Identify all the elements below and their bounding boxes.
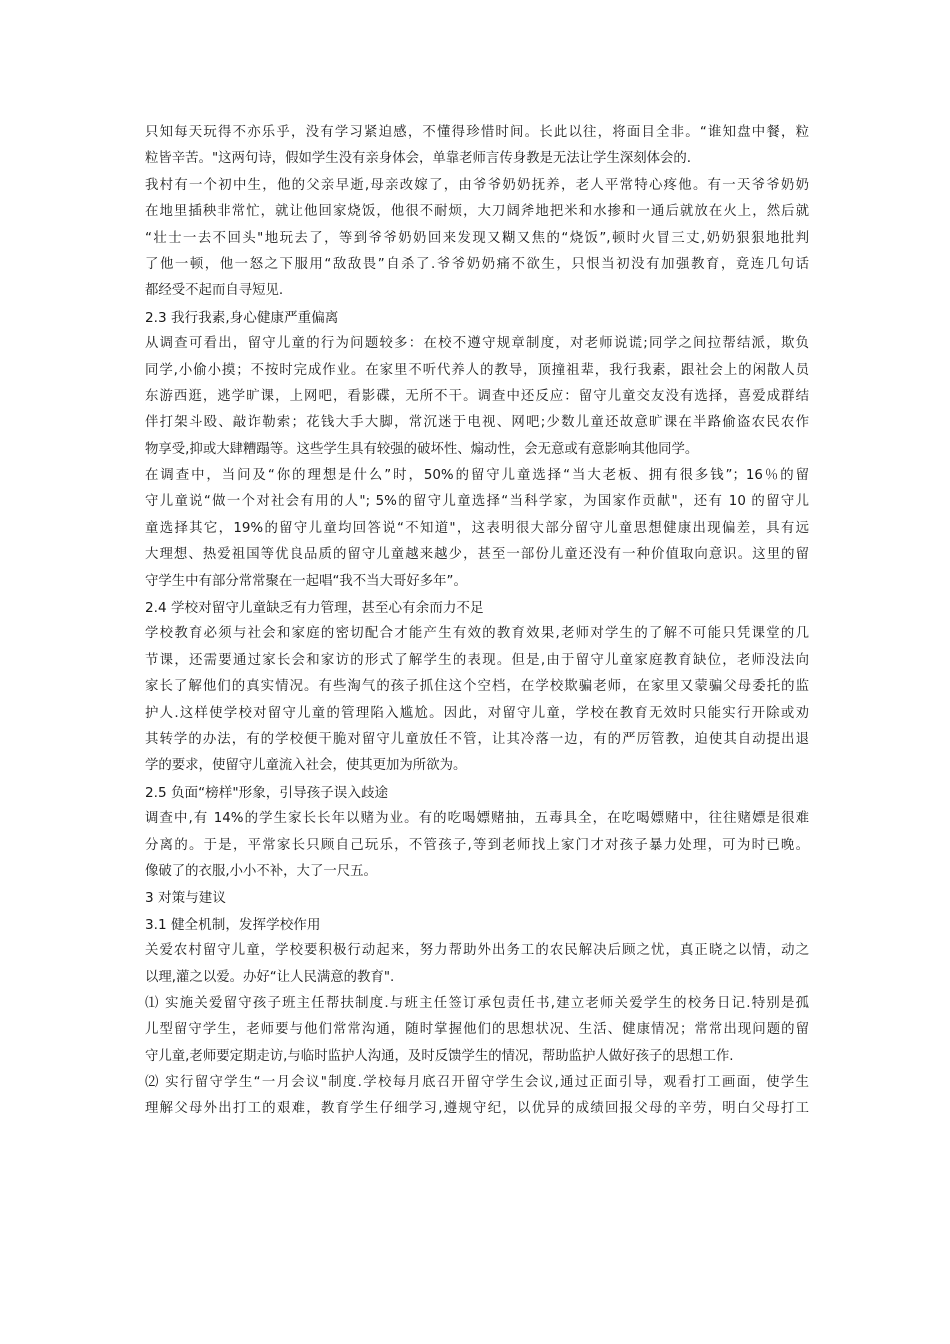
body-text-line: 学校教育必须与社会和家庭的密切配合才能产生有效的教育效果,老师对学生的了解不可能只凭课堂的几 [145, 626, 809, 642]
body-text-line: 学的要求，使留守儿童流入社会，使其更加为所欲为。 [145, 758, 467, 774]
body-text-line: 从调查可看出，留守儿童的行为问题较多：在校不遵守规章制度，对老师说谎;同学之间拉帮结派，欺负 [145, 336, 809, 352]
body-text-line: 守学生中有部分常常聚在一起唱“我不当大哥好多年”。 [145, 573, 467, 589]
body-text-line: 调查中,有 14%的学生家长长年以赌为业。有的吃喝嫖赌抽，五毒具全，在吃喝嫖赌中，往往赌嫖是很难 [145, 811, 809, 827]
body-text-line: 分离的。于是，平常家长只顾自己玩乐，不管孩子,等到老师找上家门才对孩子暴力处理，可为时已晚。 [145, 837, 809, 853]
body-text-line: ⑴ 实施关爱留守孩子班主任帮扶制度.与班主任签订承包责任书,建立老师关爱学生的校务日记.特别是孤 [145, 995, 809, 1011]
body-text-line: 护人.这样使学校对留守儿童的管理陷入尴尬。因此，对留守儿童，学校在教育无效时只能实行开除或劝 [145, 705, 809, 721]
body-text-line: 以理,灌之以爱。办好“让人民满意的教育". [145, 969, 395, 985]
body-text-line: 守儿童,老师要定期走访,与临时监护人沟通，及时反馈学生的情况，帮助监护人做好孩子的思想工作. [145, 1048, 734, 1064]
body-text-line: 我村有一个初中生，他的父亲早逝,母亲改嫁了，由爷爷奶奶抚养，老人平常特心疼他。有一天爷爷奶奶 [145, 177, 809, 193]
body-text-line: 在地里插秧非常忙，就让他回家烧饭，他很不耐烦，大刀阔斧地把米和水掺和一通后就放在火上，然后就 [145, 204, 809, 220]
section-heading: 3 对策与建议 [145, 890, 226, 907]
body-text-line: 理解父母外出打工的艰难，教育学生仔细学习,遵规守纪，以优异的成绩回报父母的辛劳，明白父母打工 [145, 1101, 809, 1117]
section-heading: 2.5 负面“榜样"形象，引导孩子误入歧途 [145, 784, 389, 801]
body-text-line: 了他一顿，他一怒之下服用“敌敌畏”自杀了.爷爷奶奶痛不欲生，只恨当初没有加强教育，竟连几句话 [145, 256, 809, 272]
body-text-line: 守儿童说“做一个对社会有用的人"; 5%的留守儿童选择“当科学家，为国家作贡献"，还有 10 的留守儿 [145, 494, 809, 510]
body-text-line: 像破了的衣服,小小不补，大了一尺五。 [145, 863, 377, 879]
section-heading: 2.4 学校对留守儿童缺乏有力管理，甚至心有余而力不足 [145, 600, 484, 617]
body-text-line: 物享受,抑或大肆糟蹋等。这些学生具有较强的破坏性、煽动性，会无意或有意影响其他同学。 [145, 441, 699, 457]
body-text-line: 东游西逛，逃学旷课，上网吧，看影碟，无所不干。调查中还反应：留守儿童交友没有选择，喜爱成群结 [145, 388, 809, 404]
body-text-line: 关爱农村留守儿童，学校要积极行动起来，努力帮助外出务工的农民解决后顾之忧，真正晓之以情，动之 [145, 943, 809, 959]
body-text-line: 家长了解他们的真实情况。有些淘气的孩子抓住这个空档，在学校欺骗老师，在家里又蒙骗父母委托的监 [145, 679, 809, 695]
body-text-line: 伴打架斗殴、敲诈勒索；花钱大手大脚，常沉迷于电视、网吧;少数儿童还故意旷课在半路偷盗农民农作 [145, 415, 809, 431]
body-text-line: 儿型留守学生，老师要与他们常常沟通，随时掌握他们的思想状况、生活、健康情况；常常出现问题的留 [145, 1022, 809, 1038]
section-heading: 3.1 健全机制，发挥学校作用 [145, 916, 321, 933]
document-page [145, 120, 809, 1123]
body-text-line: 在调查中，当问及“你的理想是什么”时，50%的留守儿童选择“当大老板、拥有很多钱”；16％的留 [145, 468, 809, 484]
body-text-line: 都经受不起而自寻短见. [145, 283, 284, 299]
body-text-line: “壮士一去不回头"地玩去了，等到爷爷奶奶回来发现又糊又焦的“烧饭”,顿时火冒三丈,奶奶狠狠地批判 [145, 230, 809, 246]
body-text-line: 童选择其它，19%的留守儿童均回答说“不知道"，这表明很大部分留守儿童思想健康出现偏差，具有远 [145, 520, 809, 536]
body-text-line: 粒皆辛苦。"这两句诗，假如学生没有亲身体会，单靠老师言传身教是无法让学生深刻体会的. [145, 151, 692, 167]
body-text-line: ⑵ 实行留守学生“一月会议"制度.学校每月底召开留守学生会议,通过正面引导，观看打工画面，使学生 [145, 1075, 809, 1091]
body-text-line: 同学,小偷小摸；不按时完成作业。在家里不听代养人的教导，顶撞祖辈，我行我素，跟社会上的闲散人员 [145, 362, 809, 378]
body-text-line: 大理想、热爱祖国等优良品质的留守儿童越来越少，甚至一部份儿童还没有一种价值取向意识。这里的留 [145, 547, 809, 563]
section-heading: 2.3 我行我素,身心健康严重偏离 [145, 309, 339, 326]
body-text-line: 只知每天玩得不亦乐乎，没有学习紧迫感，不懂得珍惜时间。长此以往，将面目全非。“谁知盘中餐，粒 [145, 125, 809, 140]
body-text-line: 其转学的办法，有的学校便干脆对留守儿童放任不管，让其冷落一边，有的严厉管教，迫使其自动提出退 [145, 731, 809, 747]
body-text-line: 节课，还需要通过家长会和家访的形式了解学生的表现。但是,由于留守儿童家庭教育缺位，老师没法向 [145, 652, 809, 668]
